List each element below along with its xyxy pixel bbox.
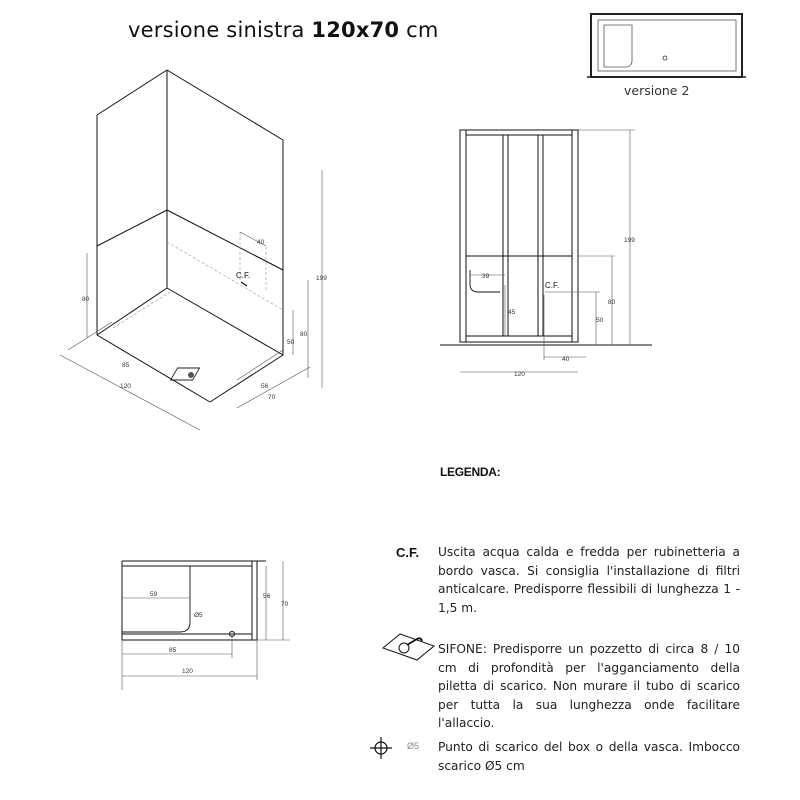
svg-text:70: 70 (281, 601, 289, 608)
svg-text:56: 56 (261, 383, 269, 390)
iso-cf-label: C.F. (236, 271, 251, 280)
legend-cf-key: C.F. (396, 545, 420, 560)
legend-cf-text: Uscita acqua calda e fredda per rubinetteria a bordo vasca. Si consiglia l'installazione di filtri anticalcare. Predisporre flessibili di lunghezza 1 - 1,5 m. (438, 545, 740, 615)
svg-text:59: 59 (150, 591, 158, 598)
svg-text:56: 56 (263, 593, 271, 600)
svg-text:39: 39 (482, 273, 490, 280)
page-title: versione sinistra 120x70 cm (128, 18, 439, 42)
svg-text:80: 80 (82, 296, 90, 303)
svg-text:199: 199 (624, 237, 635, 244)
legend-title: LEGENDA: (440, 465, 501, 479)
svg-text:120: 120 (182, 668, 193, 675)
svg-text:80: 80 (300, 331, 308, 338)
svg-text:70: 70 (268, 394, 276, 401)
svg-text:120: 120 (514, 371, 525, 378)
scarico-symbol-label: Ø5 (407, 741, 420, 751)
legend-sifone-text: SIFONE: Predisporre un pozzetto di circa 8 / 10 cm di profondità per l'agganciamento della piletta di scarico. Non murare il tubo di scarico per tutta la sua lunghezza onde facilitare l'allaccio. (438, 642, 740, 730)
legend-scarico-text: Punto di scarico del box o della vasca. Imbocco scarico Ø5 cm (438, 740, 740, 773)
svg-text:45: 45 (508, 309, 516, 316)
svg-text:C.F.: C.F. (545, 281, 560, 290)
svg-text:85: 85 (169, 647, 177, 654)
svg-text:120: 120 (120, 383, 131, 390)
svg-text:80: 80 (608, 299, 616, 306)
svg-text:40: 40 (562, 356, 570, 363)
version-2-label: versione 2 (624, 83, 690, 98)
svg-text:50: 50 (596, 317, 604, 324)
svg-text:50: 50 (287, 339, 295, 346)
svg-text:40: 40 (257, 239, 265, 246)
svg-text:199: 199 (316, 275, 327, 282)
svg-text:Ø5: Ø5 (194, 612, 203, 619)
svg-text:85: 85 (122, 362, 130, 369)
